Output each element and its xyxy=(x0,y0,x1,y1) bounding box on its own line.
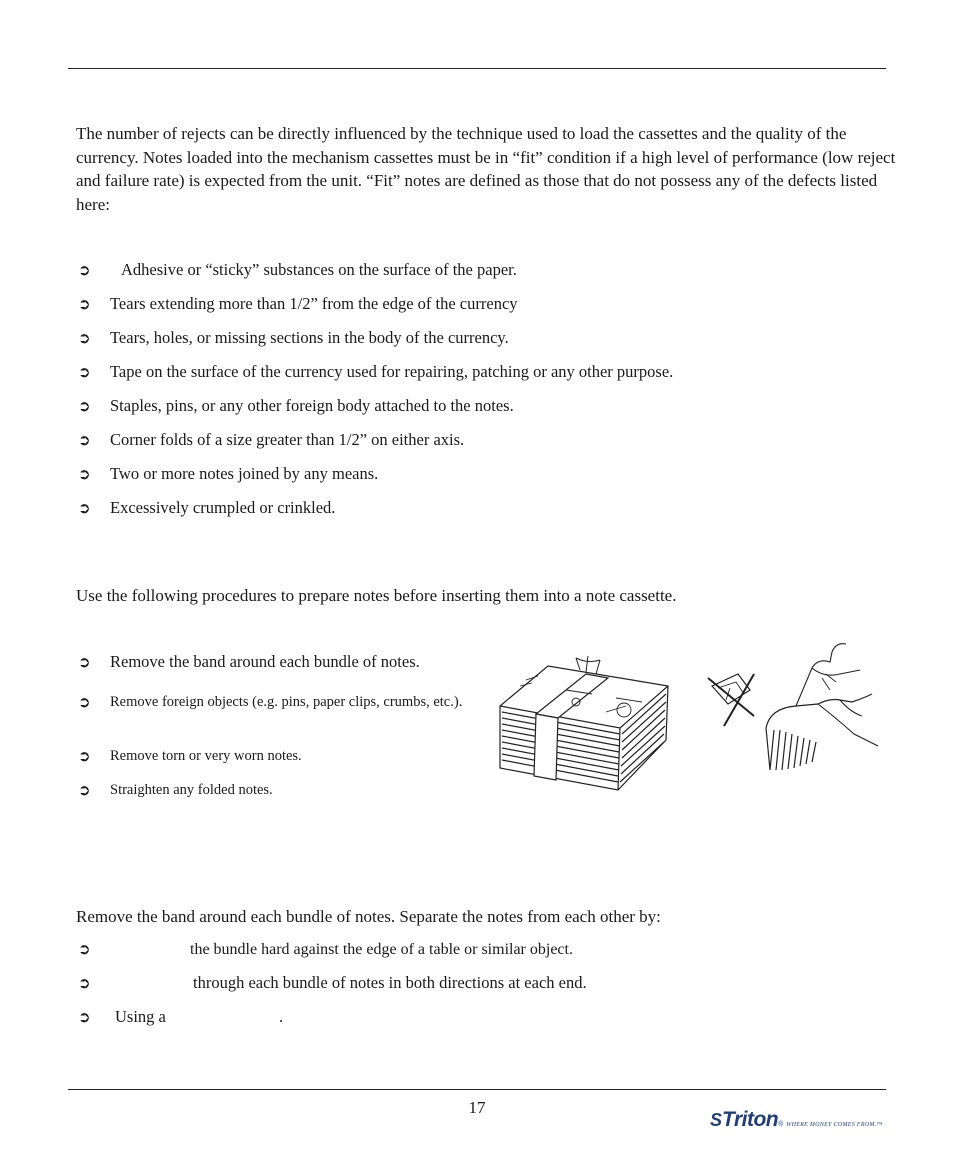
triton-logo xyxy=(710,1108,883,1132)
header-rule xyxy=(68,68,886,69)
logo-tagline: WHERE MONEY COMES FROM.™ xyxy=(786,1122,883,1128)
logo-wordmark: Triton xyxy=(722,1108,779,1131)
banded-note-bundle-illustration xyxy=(496,650,676,795)
defect-text: Excessively crumpled or crinkled. xyxy=(110,498,336,517)
defect-text: Tape on the surface of the currency used for repairing, patching or any other purpose. xyxy=(110,362,674,381)
arrow-bullet-icon: ➲ xyxy=(78,940,91,958)
prep-step-text: Remove the band around each bundle of notes. xyxy=(110,652,420,671)
separate-step-text: the bundle hard against the edge of a table or similar object. xyxy=(190,941,573,958)
defect-text: Tears, holes, or missing sections in the body of the currency. xyxy=(110,328,509,347)
page-number: 17 xyxy=(468,1098,486,1117)
separate-step-suffix: . xyxy=(279,1007,284,1026)
prep-step-text: Remove torn or very worn notes. xyxy=(110,748,302,764)
arrow-bullet-icon: ➲ xyxy=(78,397,91,415)
arrow-bullet-icon: ➲ xyxy=(78,329,91,347)
prep-step-text: Remove foreign objects (e.g. pins, paper clips, crumbs, etc.). xyxy=(110,694,463,710)
arrow-bullet-icon: ➲ xyxy=(78,1008,91,1026)
arrow-bullet-icon: ➲ xyxy=(78,295,91,313)
arrow-bullet-icon: ➲ xyxy=(78,499,91,517)
defect-text: Tears extending more than 1/2” from the edge of the currency xyxy=(110,294,518,313)
arrow-bullet-icon: ➲ xyxy=(78,693,91,711)
arrow-bullet-icon: ➲ xyxy=(78,261,91,279)
arrow-bullet-icon: ➲ xyxy=(78,781,91,799)
arrow-bullet-icon: ➲ xyxy=(78,363,91,381)
arrow-bullet-icon: ➲ xyxy=(78,465,91,483)
arrow-bullet-icon: ➲ xyxy=(78,974,91,992)
logo-registered: ® xyxy=(778,1121,784,1128)
logo-mark-icon: S xyxy=(710,1110,723,1130)
arrow-bullet-icon: ➲ xyxy=(78,653,91,671)
fanning-notes-illustration xyxy=(700,638,880,778)
defect-text: Two or more notes joined by any means. xyxy=(110,464,379,483)
separate-step-text: through each bundle of notes in both directions at each end. xyxy=(193,973,587,992)
prep-intro: Use the following procedures to prepare notes before inserting them into a note cassette. xyxy=(76,586,677,605)
defect-text: Adhesive or “sticky” substances on the surface of the paper. xyxy=(121,260,517,279)
arrow-bullet-icon: ➲ xyxy=(78,747,91,765)
defect-text: Staples, pins, or any other foreign body attached to the notes. xyxy=(110,396,514,415)
arrow-bullet-icon: ➲ xyxy=(78,431,91,449)
defect-text: Corner folds of a size greater than 1/2” on either axis. xyxy=(110,430,465,449)
intro-paragraph: The number of rejects can be directly influenced by the technique used to load the cassettes and the quality of the currency. Notes loaded into the mechanism cassettes must be in “fit” condition if a high level of performance (low reject and failure rate) is expected from the unit. “Fit” notes are defined as those that do not possess any of the defects listed here: xyxy=(76,124,896,214)
separate-step-text: Using a xyxy=(115,1007,166,1026)
separate-intro: Remove the band around each bundle of notes. Separate the notes from each other by: xyxy=(76,907,661,926)
footer-rule xyxy=(68,1089,886,1090)
prep-step-text: Straighten any folded notes. xyxy=(110,782,273,798)
